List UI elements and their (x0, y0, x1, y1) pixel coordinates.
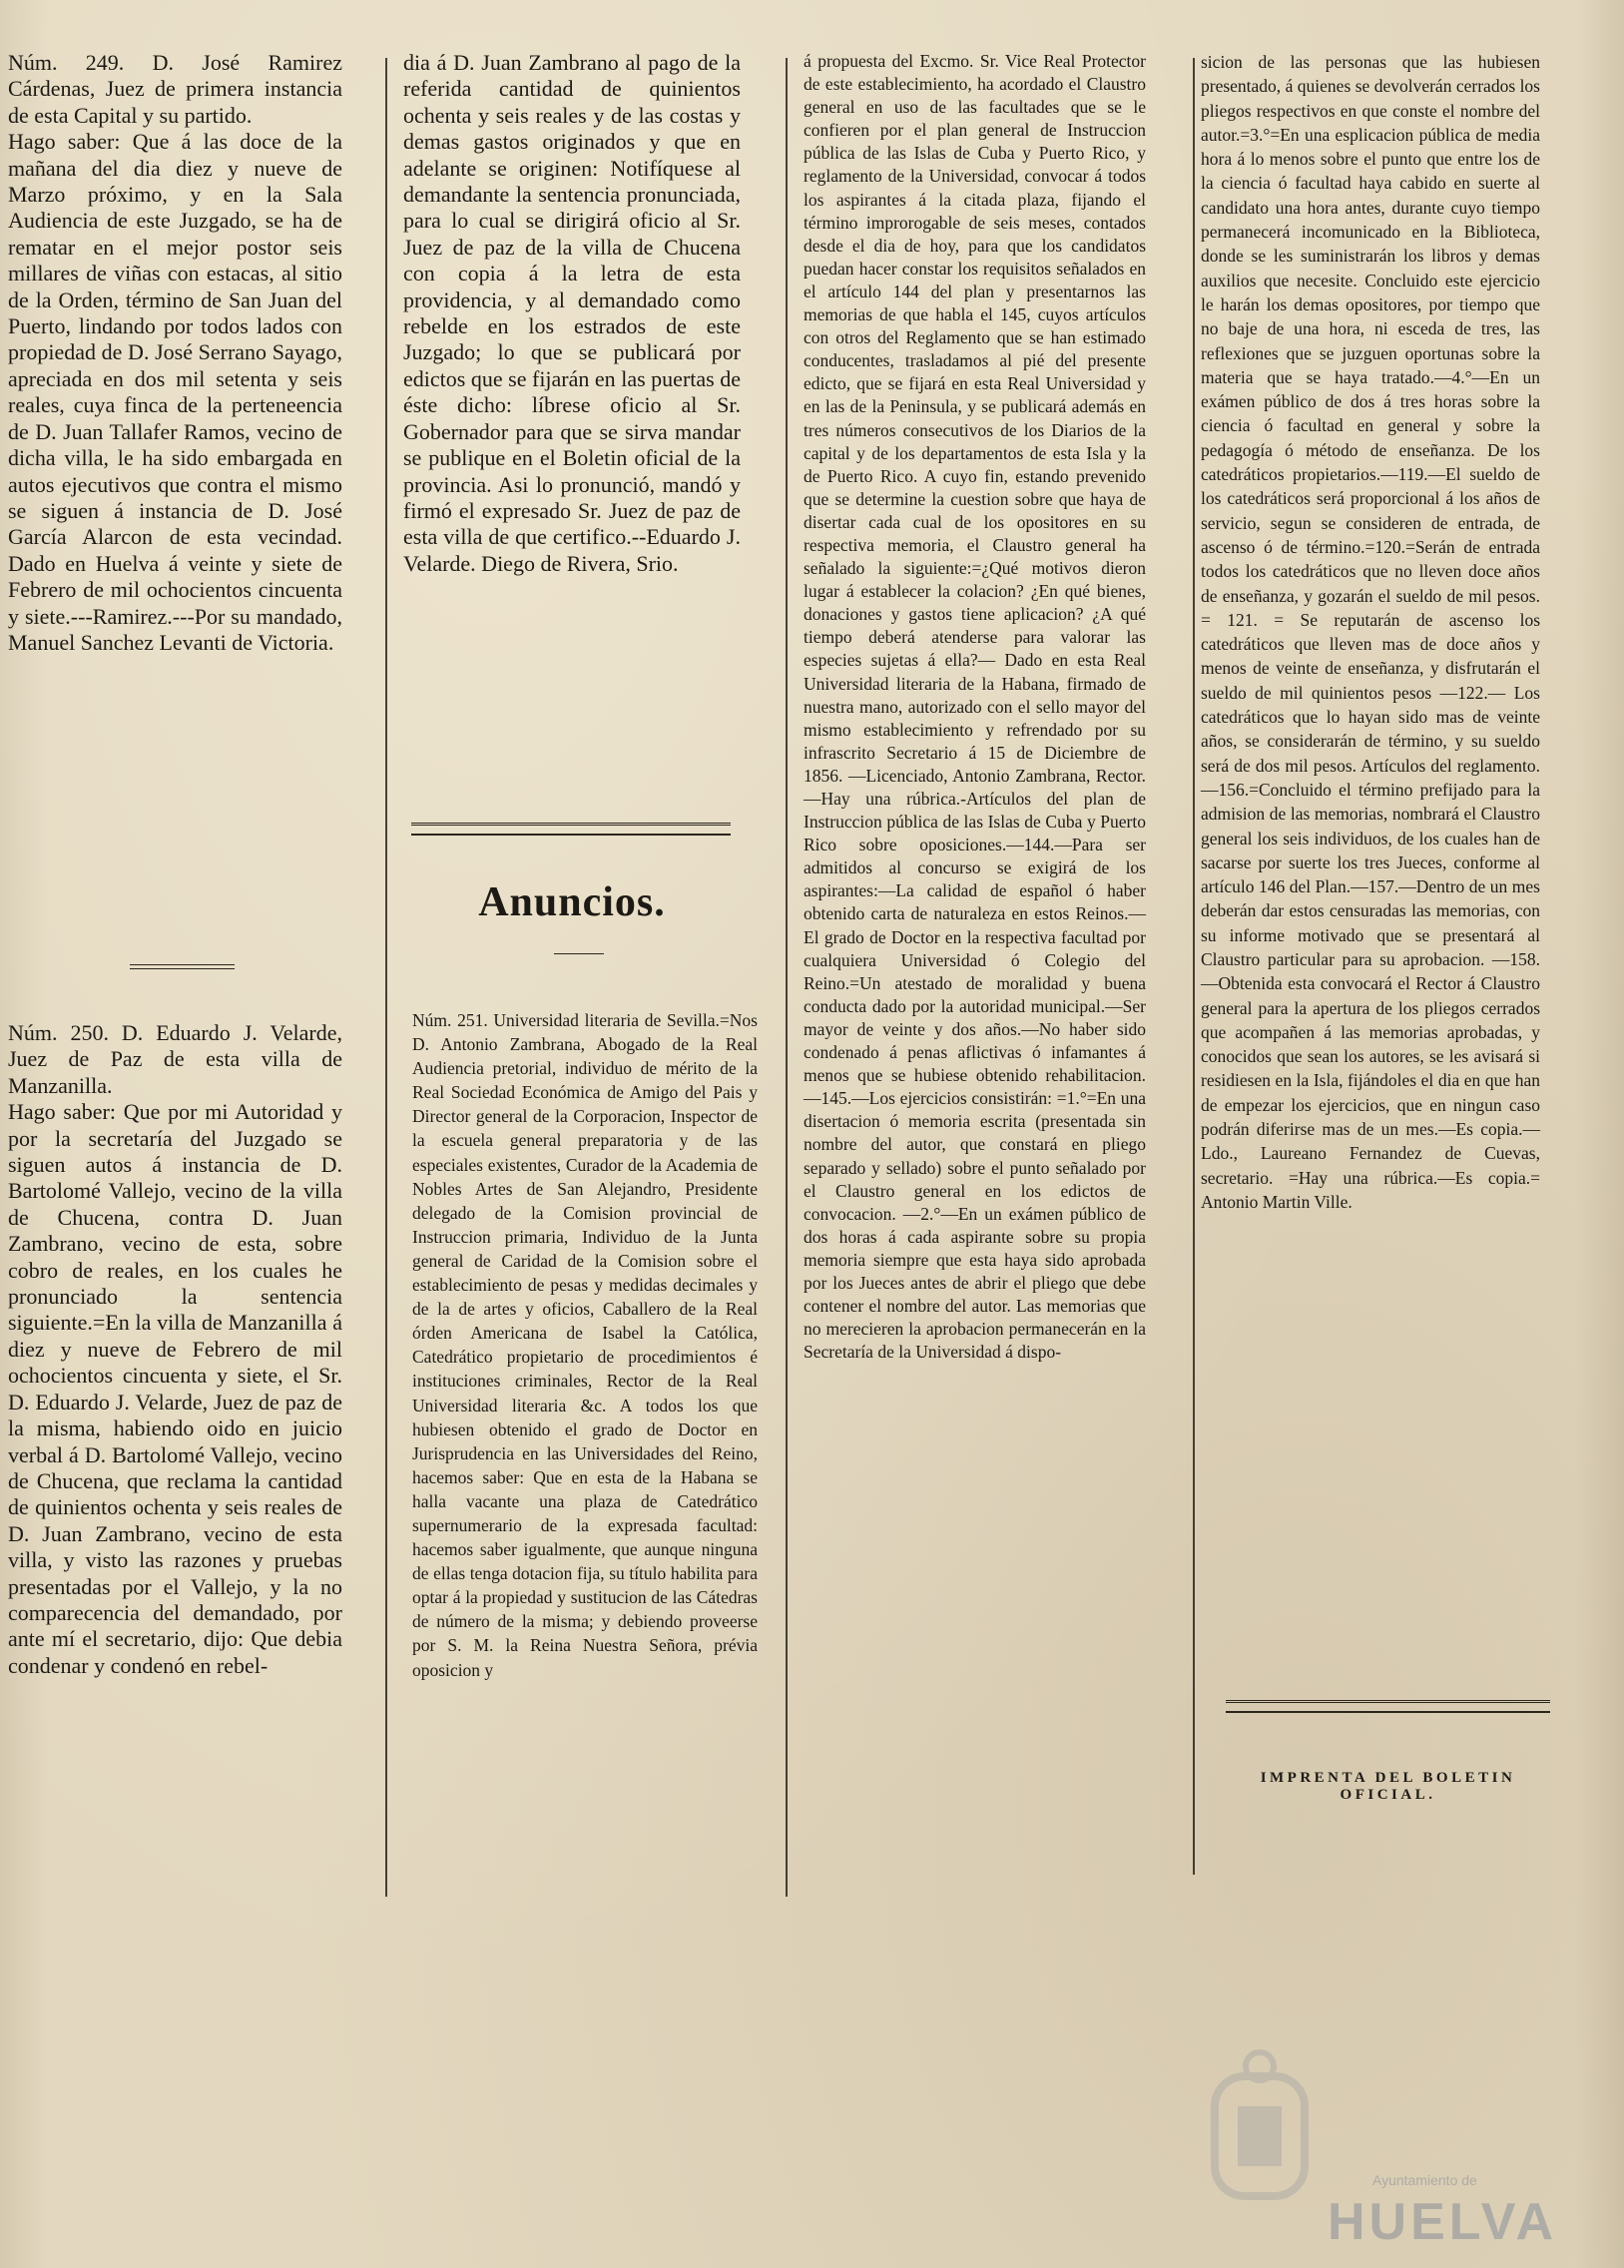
column-1-lower (8, 1020, 342, 1679)
separator (130, 964, 235, 969)
column-4 (1201, 50, 1540, 1214)
column-rule (385, 58, 387, 1897)
notice-251-block (412, 1008, 758, 1682)
column-2 (403, 50, 741, 577)
section-heading: Anuncios. (478, 879, 666, 925)
notice-250-header: Núm. 250. D. Eduardo J. Velarde, Juez de Paz de esta villa de Manzanilla. (8, 1020, 342, 1098)
watermark-subtext: Ayuntamiento de (1372, 2172, 1477, 2188)
notice-251-end: sicion de las personas que las hubiesen presentado, á quienes se devolverán cerrados los pliegos respectivos en que conste el nombre del autor.=3.°=En una esplicacion pública de media hora á lo menos sobre el punto que entre los de la ciencia ó facultad haya cabido en suerte al candidato una hora antes, durante cuyo tiempo permanecerá incomunicado en la Biblioteca, donde se les suministrarán los libros y demas auxilios que necesite. Concluido este ejercicio le harán los demas opositores, por tiempo que no baje de una hora, ni esceda de tres, las reflexiones que se juzguen oportunas sobre la materia que se haya tratado.—4.°—En un exámen público de dos á tres horas sobre la ciencia ó facultad en general y sobre la pedagogía ó método de enseñanza. De los catedráticos propietarios.—119.—El sueldo de los catedráticos será proporcional á los años de servicio, segun se consideren de entrada, de ascenso ó de término.=120.=Serán de entrada todos los catedráticos que no lleven doce años de enseñanza, y gozarán el sueldo de mil pesos. = 121. = Se reputarán de ascenso los catedráticos que lleven mas de doce años y menos de veinte de enseñanza, y disfrutarán el sueldo de mil quinientos pesos —122.— Los catedráticos que lo hayan sido mas de veinte años, se considerarán de término, y su sueldo será de dos mil pesos. Artículos del reglamento.—156.=Concluido el término prefijado para la admision de las memorias, nombrará el Claustro general los seis individuos, de los cuales han de sacarse por suerte los tres Jueces, conforme al artículo 146 del Plan.—157.—Dentro de un mes deberán dar estos censuradas las memorias, con su informe motivado que se presentará al Claustro particular para su aprobacion. —158.—Obtenida esta convocará el Rector á Claustro general para la apertura de los pliegos cerrados que acompañen á las memorias aprobadas, y conocidos que sean los autores, se les avisará si residiesen en la Isla, fijándoles el dia en que han de empezar los ejercicios, que en ningun caso podrán diferirse mas de un mes.—Es copia.—Ldo., Laureano Fernandez de Cuevas, secretario. =Hay una rúbrica.—Es copia.= Antonio Martin Ville. (1201, 52, 1540, 1212)
printer-imprint: IMPRENTA DEL BOLETIN OFICIAL. (1260, 1770, 1516, 1803)
column-3 (804, 50, 1146, 1364)
notice-250-body: Hago saber: Que por mi Autoridad y por la secretaría del Juzgado se siguen autos á instancia de D. Bartolomé Vallejo, vecino de la villa de Chucena, contra D. Juan Zambrano, vecino de esta, sobre cobro de reales, en los cuales he pronunciado la sentencia siguiente.=En la villa de Manzanilla á diez y nueve de Febrero de mil ochocientos cincuenta y siete, el Sr. D. Eduardo J. Velarde, Juez de paz de la misma, habiendo oido en juicio verbal á D. Bartolomé Vallejo, vecino de Chucena, que reclama la cantidad de quinientos ochenta y seis reales de D. Juan Zambrano, vecino de esta villa, y visto las razones y pruebas presentadas por el Vallejo, y la no comparecencia del demandado, por ante mí el secretario, dijo: Que debia condenar y condenó en rebel- (8, 1099, 342, 1678)
column-rule (786, 58, 788, 1897)
notice-251-body: Núm. 251. Universidad literaria de Sevilla.=Nos D. Antonio Zambrana, Abogado de la Real Audiencia pretorial, individuo de mérito de la Real Sociedad Económica de Amigo del Pais y Director general de la Corporacion, Inspector de la escuela general preparatoria y de las especiales existentes, Curador de la Academia de Nobles Artes de San Alejandro, Presidente delegado de la Comision provincial de Instruccion primaria, Individuo de la Junta general de Caridad de la Comision sobre el establecimiento de pesas y medidas decimales y de la de artes y oficios, Caballero de la Real órden Americana de Isabel la Católica, Catedrático propietario de procedimientos é instituciones criminales, Rector de la Real Universidad literaria &c. A todos los que hubiesen obtenido el grado de Doctor en Jurisprudencia en las Universidades del Reino, hacemos saber: Que en esta de la Habana se halla vacante una plaza de Catedrático supernumerario de la expresada facultad: hacemos saber igualmente, que aunque ninguna de ellas tenga dotacion fija, su título habilita para optar á la propiedad y sustitucion de las Cátedras de número de la misma; y debiendo proveerse por S. M. la Reina Nuestra Señora, prévia oposicion y (412, 1010, 758, 1680)
notice-250-continuation: dia á D. Juan Zambrano al pago de la referida cantidad de quinientos ochenta y seis reales y de las costas y demas gastos originados y que en adelante se originen: Notifíquese al demandante la sentencia pronunciada, para lo cual se dirigirá oficio al Sr. Juez de paz de la villa de Chucena con copia á la letra de esta providencia, y al demandado como rebelde en los estrados de este Juzgado; lo que se publicará por edictos que se fijarán en las puertas de éste dicho: líbrese oficio al Sr. Gobernador para que se sirva mandar se publique en el Boletin oficial de la provincia. Asi lo pronunció, mandó y firmó el expresado Sr. Juez de paz de esta villa de que certifico.--Eduardo J. Velarde. Diego de Rivera, Srio. (403, 50, 741, 576)
heading-dash (554, 953, 604, 955)
notice-249-body: Hago saber: Que á las doce de la mañana del dia diez y nueve de Marzo próximo, y en la Sala Audiencia de este Juzgado, se ha de rematar en el mejor postor seis millares de viñas con estacas, al sitio de la Orden, término de San Juan del Puerto, lindando por todos lados con propiedad de D. José Serrano Sayago, apreciada en dos mil setenta y seis reales, cuya finca de la perteneencia de D. Juan Tallafer Ramos, vecino de dicha villa, le ha sido embargada en autos ejecutivos que contra el mismo se siguen á instancia de D. José García Alarcon de esta vecindad. Dado en Huelva á veinte y siete de Febrero de mil ochocientos cincuenta y siete.---Ramirez.---Por su mandado, Manuel Sanchez Levanti de Victoria. (8, 129, 342, 655)
notice-251-continuation: á propuesta del Excmo. Sr. Vice Real Protector de este establecimiento, ha acordado el Claustro general en uso de las facultades que se le confieren por el plan general de Instruccion pública de las Islas de Cuba y Puerto Rico, y reglamento de la Universidad, convocar á todos los aspirantes á la citada plaza, fijando el término improrogable de seis meses, contados desde el dia de hoy, para que los candidatos puedan hacer constar los requisitos señalados en el artículo 144 del plan y presentarnos las memorias de que habla el 145, cuyos artículos con otros del Reglamento que se han estimado conducentes, trasladamos al pié del presente edicto, que se fijará en esta Real Universidad y en las de la Peninsula, y se publicará además en tres números consecutivos de los Diarios de la capital y de los departamentos de esta Isla y la de Puerto Rico. A cuyo fin, estando prevenido que se determine la cuestion sobre que haya de disertar cada cual de los opositores en su respectiva memoria, el Claustro general ha señalado la siguiente:=¿Qué motivos dieron lugar á establecer la colacion? ¿En qué bienes, donaciones y gastos tiene aplicacion? ¿A qué tiempo deberá atenderse para valorar las especies sujetas á ella?— Dado en esta Real Universidad literaria de la Habana, firmado de nuestra mano, autorizado con el sello mayor del mismo establecimiento y refrendado por su infrascrito Secretario á 15 de Diciembre de 1856. —Licenciado, Antonio Zambrana, Rector.—Hay una rúbrica.-Artículos del plan de Instruccion pública de las Islas de Cuba y Puerto Rico sobre oposiciones.—144.—Para ser admitidos al concurso se exigirá de los aspirantes:—La calidad de español ó haber obtenido carta de naturaleza en estos Reinos.—El grado de Doctor en la respectiva facultad por cualquiera Universidad ó Colegio del Reino.=Un atestado de moralidad y buena conducta dado por la autoridad municipal.—Ser mayor de veinte y dos años.—No haber sido condenado á penas aflictivas ó infamantes á menos que se hubiese obtenido rehabilitacion. —145.—Los ejercicios consistirán: =1.°=En una disertacion ó memoria escrita (presentada sin nombre del autor, que constará en pliego separado y sellado) sobre el punto señalado por el Claustro general en los edictos de convocacion. —2.°—En un exámen público de dos horas á cada aspirante sobre su propia memoria siempre que esta haya sido aprobada por los Jueces antes de abrir el pliego que debe contener el nombre del autor. Las memorias que no merecieren la aprobacion permanecerán en la Secretaría de la Universidad á dispo- (804, 51, 1146, 1363)
column-1 (8, 50, 342, 656)
section-separator (411, 823, 731, 836)
watermark-text: HUELVA (1328, 2193, 1558, 2251)
column-rule (1193, 58, 1195, 1875)
notice-249-header: Núm. 249. D. José Ramirez Cárdenas, Juez de primera instancia de esta Capital y su partido. (8, 50, 342, 128)
closing-separator (1226, 1700, 1550, 1713)
